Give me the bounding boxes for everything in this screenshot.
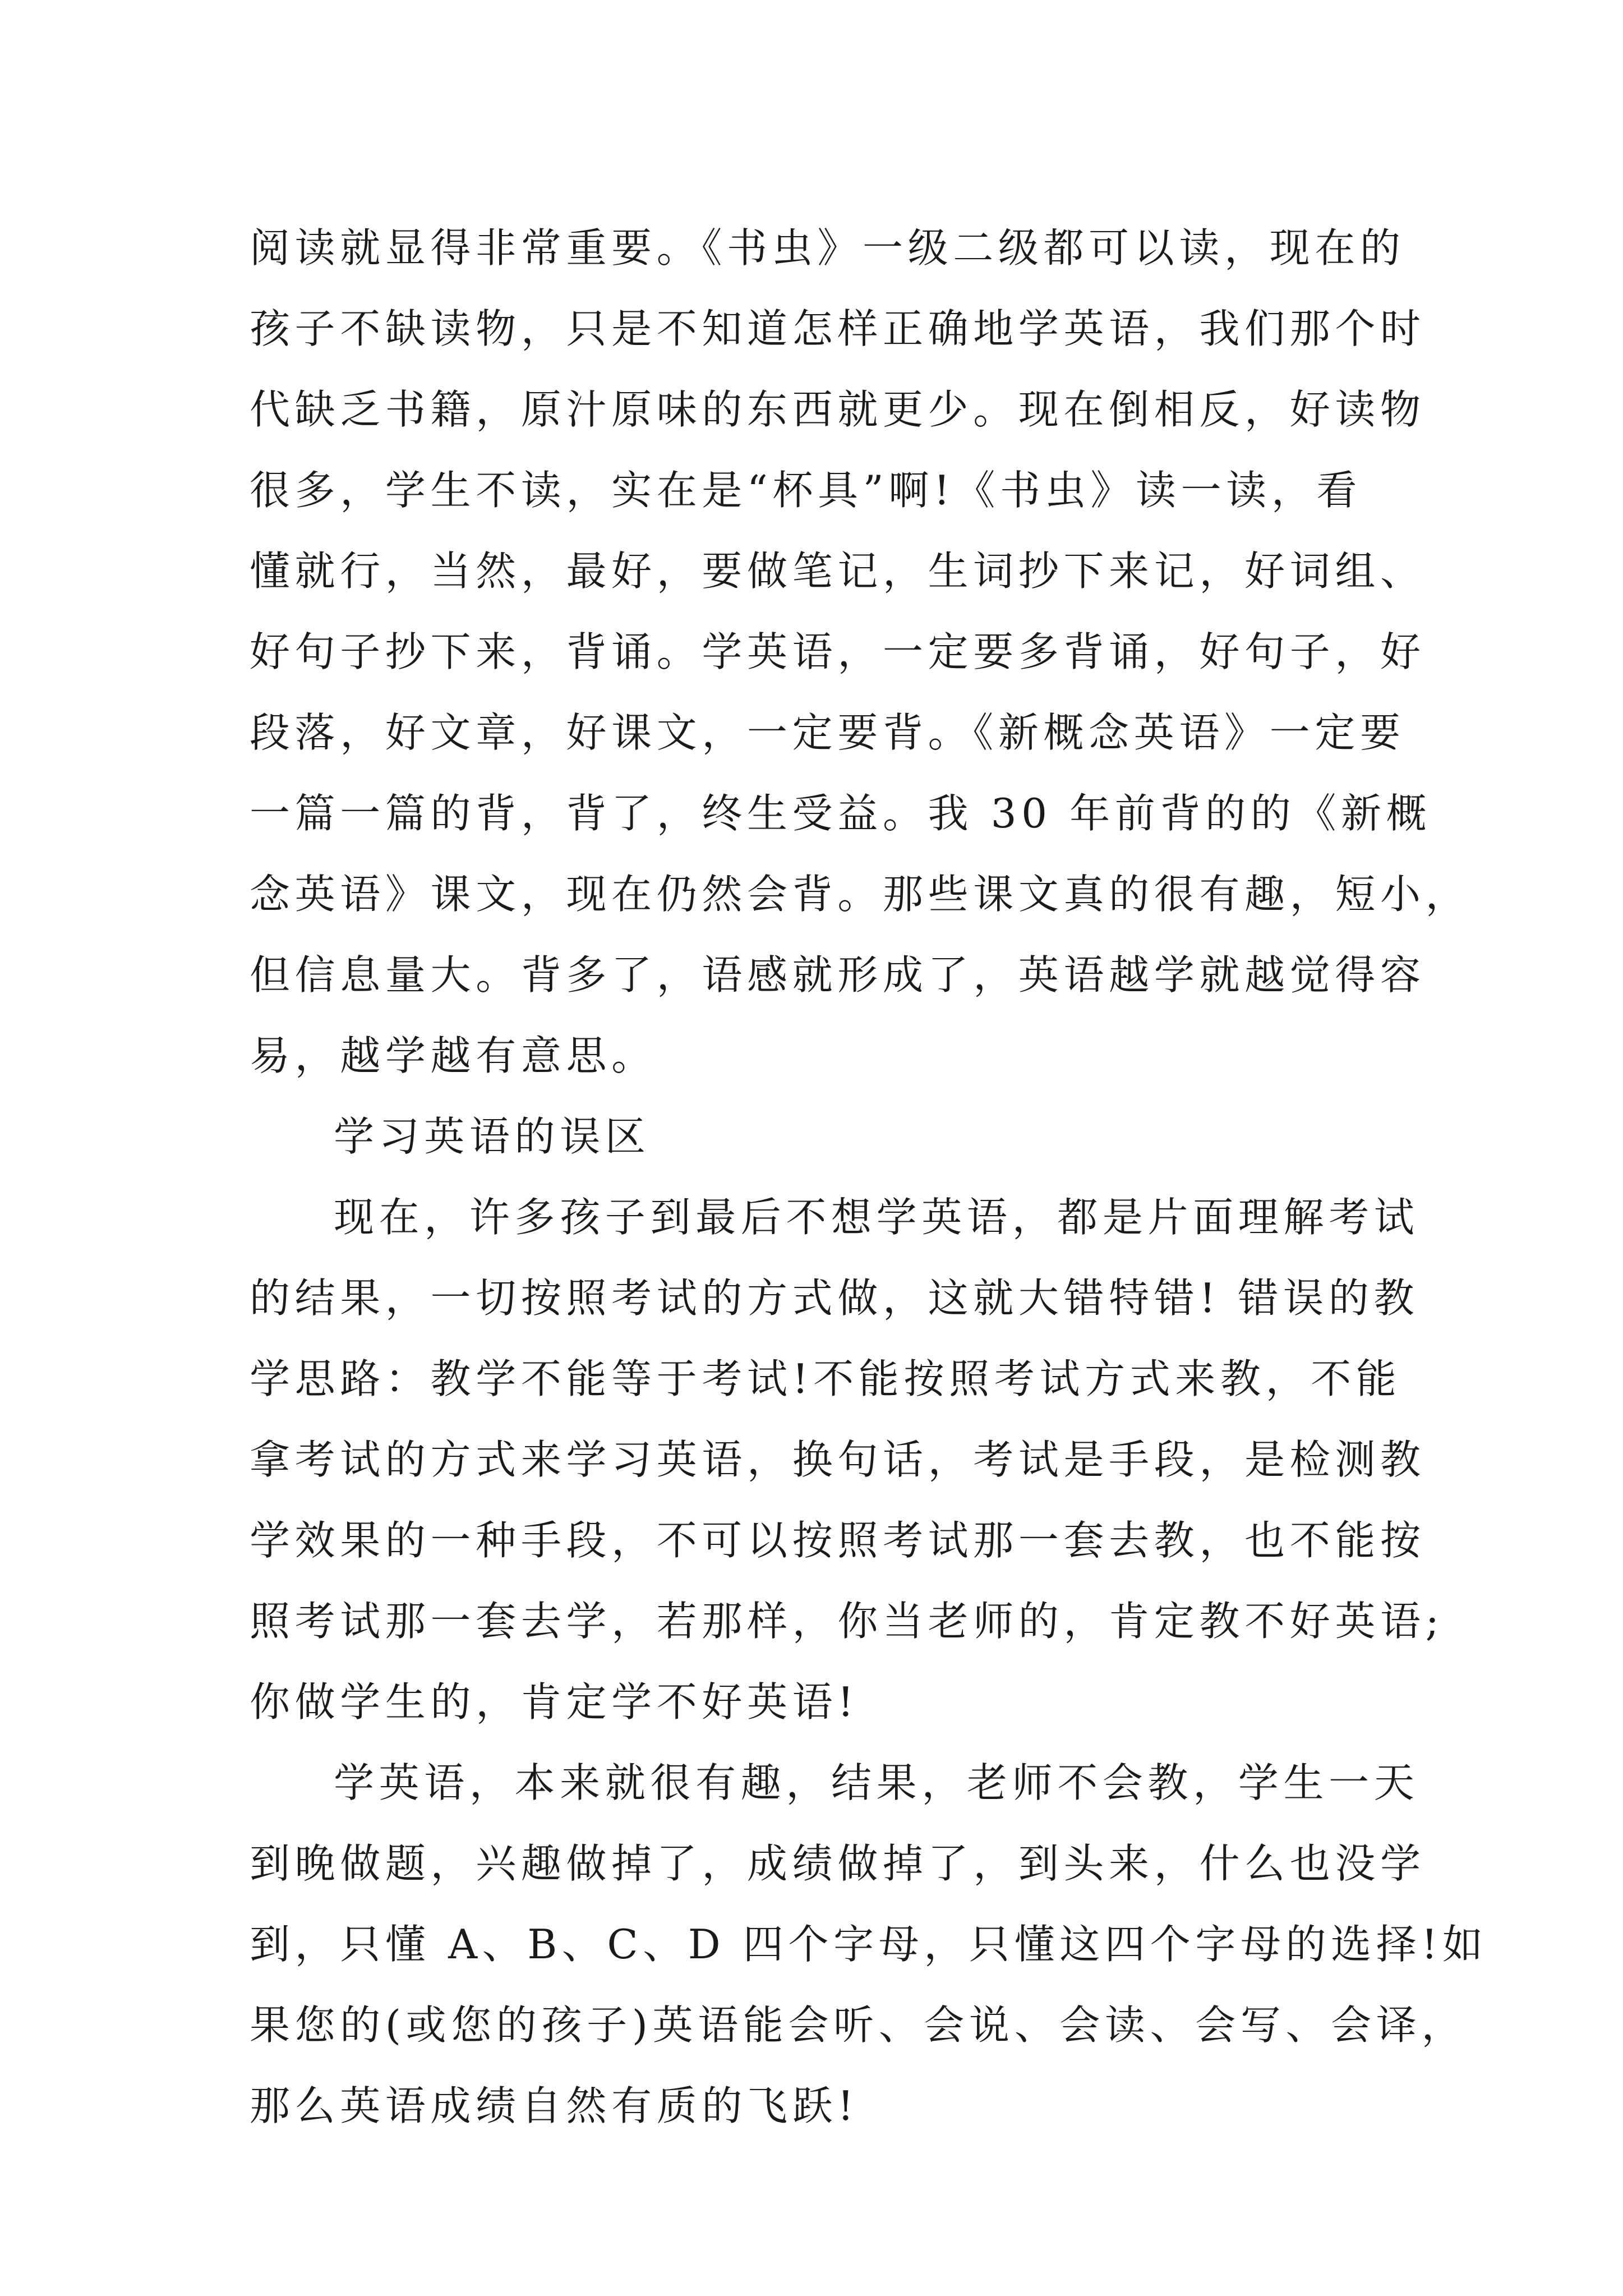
text-line: 照考试那一套去学，若那样，你当老师的，肯定教不好英语; [250,1598,1444,1645]
text-line: 学效果的一种手段，不可以按照考试那一套去教，也不能按 [250,1517,1426,1564]
text-line: 但信息量大。背多了，语感就形成了，英语越学就越觉得容 [250,951,1426,999]
text-line: 学英语，本来就很有趣，结果，老师不会教，学生一天 [334,1759,1419,1806]
text-line: 到，只懂 A、B、C、D 四个字母，只懂这四个字母的选择!如 [250,1921,1488,1968]
text-line: 易，越学越有意思。 [250,1032,657,1079]
text-line: 一篇一篇的背，背了，终生受益。我 30 年前背的的《新概 [250,790,1432,837]
text-line: 到晚做题，兴趣做掉了，成绩做掉了，到头来，什么也没学 [250,1840,1426,1887]
text-line: 的结果，一切按照考试的方式做，这就大错特错! 错误的教 [250,1274,1419,1322]
text-line: 果您的(或您的孩子)英语能会听、会说、会读、会写、会译， [250,2001,1467,2049]
text-line: 拿考试的方式来学习英语，换句话，考试是手段，是检测教 [250,1436,1426,1483]
text-line: 你做学生的，肯定学不好英语! [250,1678,859,1726]
text-line: 现在，许多孩子到最后不想学英语，都是片面理解考试 [334,1194,1419,1241]
section-heading: 学习英语的误区 [334,1113,651,1160]
text-line: 懂就行，当然，最好，要做笔记，生词抄下来记，好词组、 [250,547,1426,595]
text-line: 很多，学生不读，实在是“杯具”啊!《书虫》读一读，看 [250,467,1362,514]
text-line: 好句子抄下来，背诵。学英语，一定要多背诵，好句子，好 [250,628,1426,675]
text-line: 念英语》课文，现在仍然会背。那些课文真的很有趣，短小， [250,871,1471,918]
text-line: 段落，好文章，好课文，一定要背。《新概念英语》一定要 [250,709,1405,756]
text-line: 孩子不缺读物，只是不知道怎样正确地学英语，我们那个时 [250,305,1426,352]
document-body [250,208,1488,2146]
text-line: 代缺乏书籍，原汁原味的东西就更少。现在倒相反，好读物 [250,386,1426,433]
text-line: 阅读就显得非常重要。《书虫》一级二级都可以读，现在的 [250,224,1405,272]
text-line: 那么英语成绩自然有质的飞跃! [250,2082,859,2129]
text-line: 学思路：教学不能等于考试!不能按照考试方式来教，不能 [250,1355,1401,1402]
